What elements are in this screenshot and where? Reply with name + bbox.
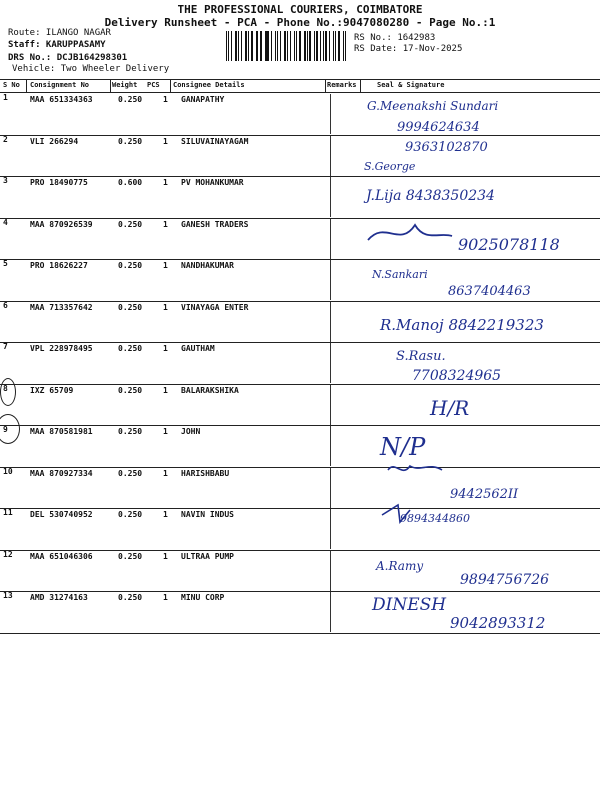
runsheet-subtitle: Delivery Runsheet - PCA - Phone No.:9047080280 - Page No.:1 bbox=[104, 16, 496, 29]
signature-scribble bbox=[368, 225, 452, 240]
cell-pcs: 1 bbox=[163, 551, 168, 561]
cell-consignee: NAVIN INDUS bbox=[181, 510, 234, 519]
cell-consignment: MAA 870926539 bbox=[30, 219, 93, 229]
cell-sno: 7 bbox=[3, 342, 8, 351]
cell-pcs: 1 bbox=[163, 344, 168, 353]
cell-pcs: 1 bbox=[163, 219, 168, 229]
cell-consignment: PRO 18490775 bbox=[30, 178, 88, 187]
cell-weight: 0.250 bbox=[118, 468, 143, 478]
cell-weight: 0.250 bbox=[118, 427, 143, 436]
header-seal: Seal & Signature bbox=[377, 81, 445, 89]
cell-weight: 0.250 bbox=[118, 136, 143, 146]
cell-consignment: MAA 870581981 bbox=[30, 427, 93, 436]
company-title: THE PROFESSIONAL COURIERS, COIMBATORE bbox=[177, 3, 423, 16]
signature-text: 9442562II bbox=[450, 487, 519, 502]
cell-consignee: ULTRAA PUMP bbox=[181, 551, 234, 561]
signature-text: 9994624634 bbox=[397, 120, 480, 135]
cell-sno: 2 bbox=[3, 134, 8, 144]
cell-sno: 10 bbox=[3, 466, 13, 476]
cell-pcs: 1 bbox=[163, 427, 168, 436]
cell-weight: 0.250 bbox=[118, 261, 143, 270]
cell-consignment: DEL 530740952 bbox=[30, 510, 93, 519]
signature-text: 9894756726 bbox=[460, 572, 550, 588]
cell-sno: 5 bbox=[3, 259, 8, 268]
cell-consignment: PRO 18626227 bbox=[30, 261, 88, 270]
header-consignee: Consignee Details bbox=[173, 81, 245, 89]
signature-text: A.Ramy bbox=[376, 559, 424, 573]
header-consignment: Consignment No bbox=[30, 81, 90, 89]
signature-text: S.Rasu. bbox=[396, 349, 446, 364]
signature-text: 7708324965 bbox=[412, 368, 502, 384]
cell-weight: 0.250 bbox=[118, 95, 143, 104]
signature-text: 9363102870 bbox=[405, 140, 488, 155]
signature-text: N.Sankari bbox=[372, 268, 428, 281]
header-pcs: PCS bbox=[147, 81, 160, 89]
cell-consignee: BALARAKSHIKA bbox=[181, 385, 239, 395]
cell-consignee: VINAYAGA ENTER bbox=[181, 302, 249, 312]
cell-weight: 0.250 bbox=[118, 593, 143, 602]
staff-text: Staff: KARUPPASAMY bbox=[8, 40, 106, 50]
cell-consignee: GAUTHAM bbox=[181, 344, 215, 353]
route-text: Route: ILANGO NAGAR bbox=[8, 28, 111, 38]
cell-consignment: VLI 266294 bbox=[30, 136, 79, 146]
signature-text: G.Meenakshi Sundari bbox=[367, 99, 499, 113]
cell-weight: 0.250 bbox=[118, 302, 143, 312]
signature-text: 8637404463 bbox=[448, 284, 531, 299]
cell-weight: 0.250 bbox=[118, 385, 143, 395]
cell-weight: 0.250 bbox=[118, 551, 143, 561]
cell-sno: 6 bbox=[3, 300, 8, 310]
cell-consignment: MAA 651334363 bbox=[30, 95, 93, 104]
drs-number: DRS No.: DCJB164298301 bbox=[8, 53, 128, 63]
header-sno: S No bbox=[3, 81, 20, 89]
cell-weight: 0.250 bbox=[118, 219, 143, 229]
cell-consignee: HARISHBABU bbox=[181, 468, 230, 478]
vehicle-text: Vehicle: Two Wheeler Delivery bbox=[12, 64, 170, 74]
cell-consignee: JOHN bbox=[181, 427, 201, 436]
signature-text: DINESH bbox=[372, 595, 447, 615]
cell-consignee: PV MOHANKUMAR bbox=[181, 178, 244, 187]
cell-sno: 3 bbox=[3, 176, 8, 185]
cell-consignee: GANAPATHY bbox=[181, 95, 225, 104]
signature-text: N/P bbox=[380, 433, 426, 461]
cell-sno: 1 bbox=[3, 93, 8, 102]
cell-weight: 0.600 bbox=[118, 178, 143, 187]
cell-weight: 0.250 bbox=[118, 510, 143, 519]
cell-sno: 12 bbox=[3, 549, 13, 559]
signature-text: R.Manoj 8842219323 bbox=[380, 316, 544, 334]
cell-pcs: 1 bbox=[163, 261, 168, 270]
signature-text: H/R bbox=[430, 396, 470, 420]
header-remarks: Remarks bbox=[327, 81, 357, 89]
cell-consignee: MINU CORP bbox=[181, 593, 225, 602]
cell-pcs: 1 bbox=[163, 510, 168, 519]
cell-consignee: GANESH TRADERS bbox=[181, 219, 249, 229]
cell-consignment: MAA 651046306 bbox=[30, 551, 93, 561]
signature-text: 9042893312 bbox=[450, 614, 546, 632]
cell-consignment: AMD 31274163 bbox=[30, 593, 88, 602]
cell-pcs: 1 bbox=[163, 302, 168, 312]
cell-consignee: NANDHAKUMAR bbox=[181, 261, 234, 270]
cell-pcs: 1 bbox=[163, 178, 168, 187]
signature-text: S.George bbox=[364, 160, 416, 173]
cell-consignment: VPL 228978495 bbox=[30, 344, 93, 353]
cell-consignment: IXZ 65709 bbox=[30, 385, 74, 395]
cell-sno: 4 bbox=[3, 217, 8, 227]
signature-text: 9894344860 bbox=[400, 512, 470, 525]
cell-sno: 11 bbox=[3, 508, 13, 517]
cell-consignee: SILUVAINAYAGAM bbox=[181, 136, 249, 146]
cell-sno: 8 bbox=[3, 383, 8, 393]
signature-scribble bbox=[388, 466, 442, 470]
header-weight: Weight bbox=[112, 81, 138, 89]
cell-consignment: MAA 713357642 bbox=[30, 302, 93, 312]
cell-pcs: 1 bbox=[163, 95, 168, 104]
rs-number: RS No.: 1642983 bbox=[354, 33, 436, 43]
cell-sno: 9 bbox=[3, 425, 8, 434]
cell-pcs: 1 bbox=[163, 593, 168, 602]
cell-pcs: 1 bbox=[163, 468, 168, 478]
cell-pcs: 1 bbox=[163, 385, 168, 395]
rs-date: RS Date: 17-Nov-2025 bbox=[354, 44, 463, 54]
signature-text: 9025078118 bbox=[458, 235, 560, 254]
cell-weight: 0.250 bbox=[118, 344, 143, 353]
cell-pcs: 1 bbox=[163, 136, 168, 146]
cell-consignment: MAA 870927334 bbox=[30, 468, 93, 478]
signature-text: J.Lija 8438350234 bbox=[366, 188, 495, 204]
cell-sno: 13 bbox=[3, 591, 13, 600]
